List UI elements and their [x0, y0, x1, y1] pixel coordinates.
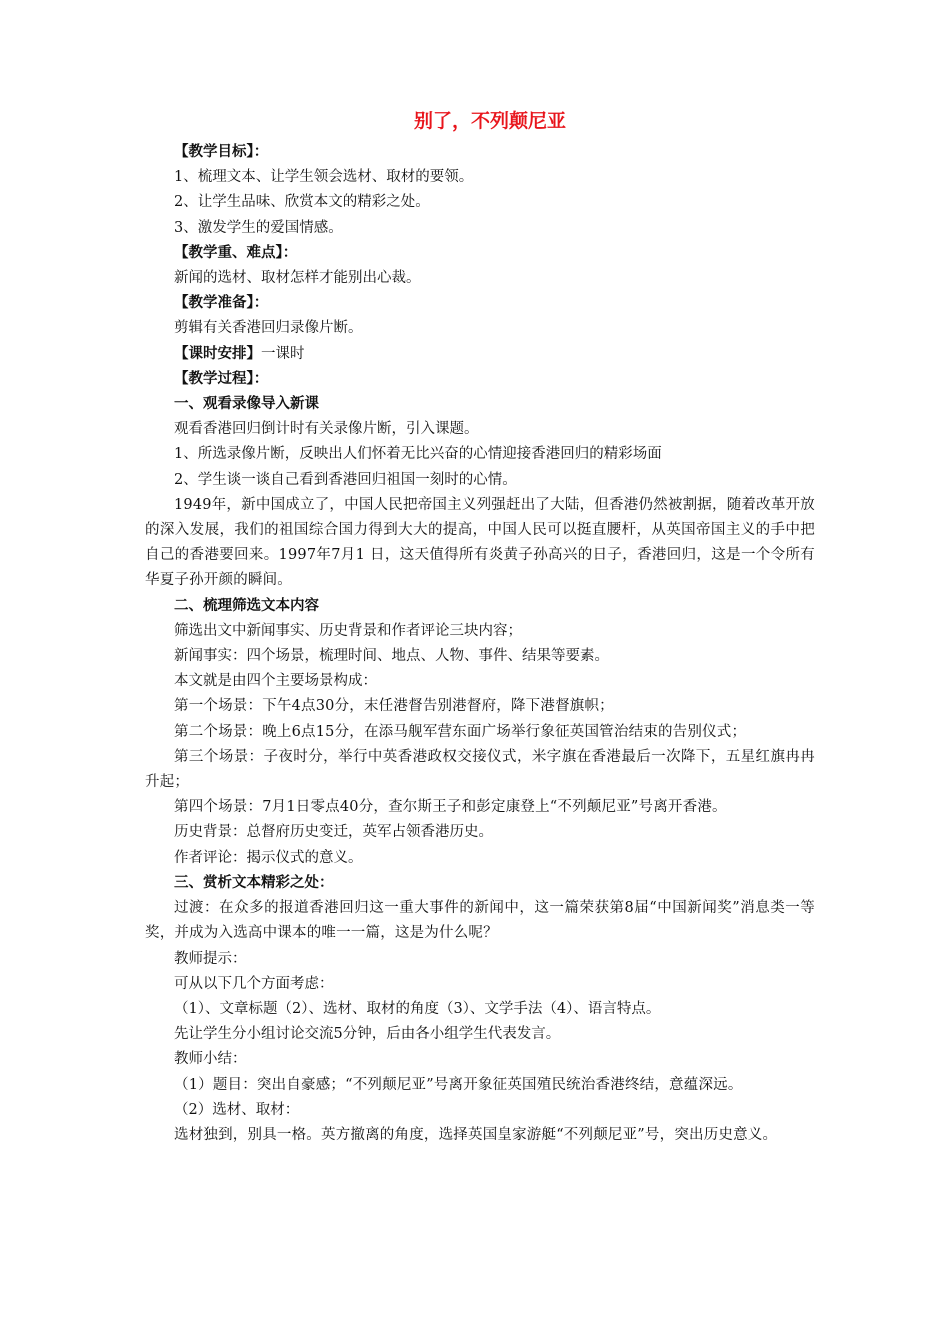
section3-line: 教师小结： — [174, 1051, 247, 1068]
section1-line: 1、所选录像片断，反映出人们怀着无比兴奋的心情迎接香港回归的精彩场面 — [174, 446, 662, 463]
section1-line: 观看香港回归倒计时有关录像片断，引入课题。 — [174, 421, 479, 438]
author-comment: 作者评论：揭示仪式的意义。 — [174, 849, 363, 866]
summary-title: （1）题目：突出自豪感；“不列颠尼亚”号离开象征英国殖民统治香港终结，意蕴深远。 — [174, 1076, 743, 1093]
preparation-text: 剪辑有关香港回归录像片断。 — [174, 320, 363, 337]
summary-material-heading: （2）选材、取材： — [174, 1101, 300, 1118]
history-background: 历史背景：总督府历史变迁，英军占领香港历史。 — [174, 824, 493, 841]
schedule-line — [145, 342, 815, 367]
key-points-text: 新闻的选材、取材怎样才能别出心裁。 — [174, 270, 421, 287]
section1-line: 2、学生谈一谈自己看到香港回归祖国一刻时的心情。 — [174, 471, 517, 488]
objective-item: 3、激发学生的爱国情感。 — [174, 219, 343, 236]
process-heading: 【教学过程】： — [174, 370, 269, 387]
section1-paragraph: 1949年，新中国成立了，中国人民把帝国主义列强赶出了大陆，但香港仍然被割据，随着改革开放的深入发展，我们的祖国综合国力得到大大的提高，中国人民可以挺直腰杆，从英国帝国主义的手中把自己的香港要回来。1997年7月1 日，这天值得所有炎黄子孙高兴的日子，香港回归，这是一个令所有华夏子孙开颜的瞬间。 — [145, 496, 815, 589]
scene-item: 第二个场景：晚上6点15分，在添马舰军营东面广场举行象征英国管治结束的告别仪式； — [174, 723, 747, 740]
summary-material: 选材独到，别具一格。英方撤离的角度，选择英国皇家游艇“不列颠尼亚”号，突出历史意义。 — [174, 1126, 778, 1143]
section2-line: 筛选出文中新闻事实、历史背景和作者评论三块内容； — [174, 622, 522, 639]
section3-transition: 过渡：在众多的报道香港回归这一重大事件的新闻中，这一篇荣获第8届“中国新闻奖”消息类一等奖，并成为入选高中课本的唯一一篇，这是为什么呢？ — [145, 900, 815, 942]
key-points-heading: 【教学重、难点】： — [174, 244, 298, 261]
section3-heading: 三、赏析文本精彩之处： — [174, 874, 334, 891]
scene-item: 第三个场景：子夜时分，举行中英香港政权交接仪式，米字旗在香港最后一次降下，五星红旗冉冉升起； — [145, 748, 815, 791]
section2-line: 新闻事实：四个场景，梳理时间、地点、人物、事件、结果等要素。 — [174, 648, 609, 665]
scene-item: 第一个场景：下午4点30分，末任港督告别港督府，降下港督旗帜； — [174, 698, 614, 715]
section3-line: （1）、文章标题（2）、选材、取材的角度（3）、文学手法（4）、语言特点。 — [174, 1000, 661, 1017]
objectives-heading: 【教学目标】： — [174, 144, 269, 160]
preparation-heading: 【教学准备】： — [174, 295, 269, 312]
section1-heading: 一、观看录像导入新课 — [174, 396, 319, 413]
document-title: 别了，不列颠尼亚 — [413, 110, 566, 132]
section3-line: 教师提示： — [174, 950, 247, 967]
section2-line: 本文就是由四个主要场景构成： — [174, 673, 377, 690]
section3-line: 可从以下几个方面考虑： — [174, 975, 334, 992]
schedule-text: 一课时 — [261, 345, 305, 362]
document-page — [145, 108, 815, 1148]
section2-heading: 二、梳理筛选文本内容 — [174, 597, 319, 614]
schedule-heading: 【课时安排】 — [174, 345, 261, 362]
scene-item: 第四个场景：7月1日零点40分，查尔斯王子和彭定康登上“不列颠尼亚”号离开香港。 — [174, 799, 727, 816]
objective-item: 1、梳理文本、让学生领会选材、取材的要领。 — [174, 169, 474, 186]
section3-line: 先让学生分小组讨论交流5分钟，后由各小组学生代表发言。 — [174, 1026, 561, 1043]
objective-item: 2、让学生品味、欣赏本文的精彩之处。 — [174, 194, 430, 211]
